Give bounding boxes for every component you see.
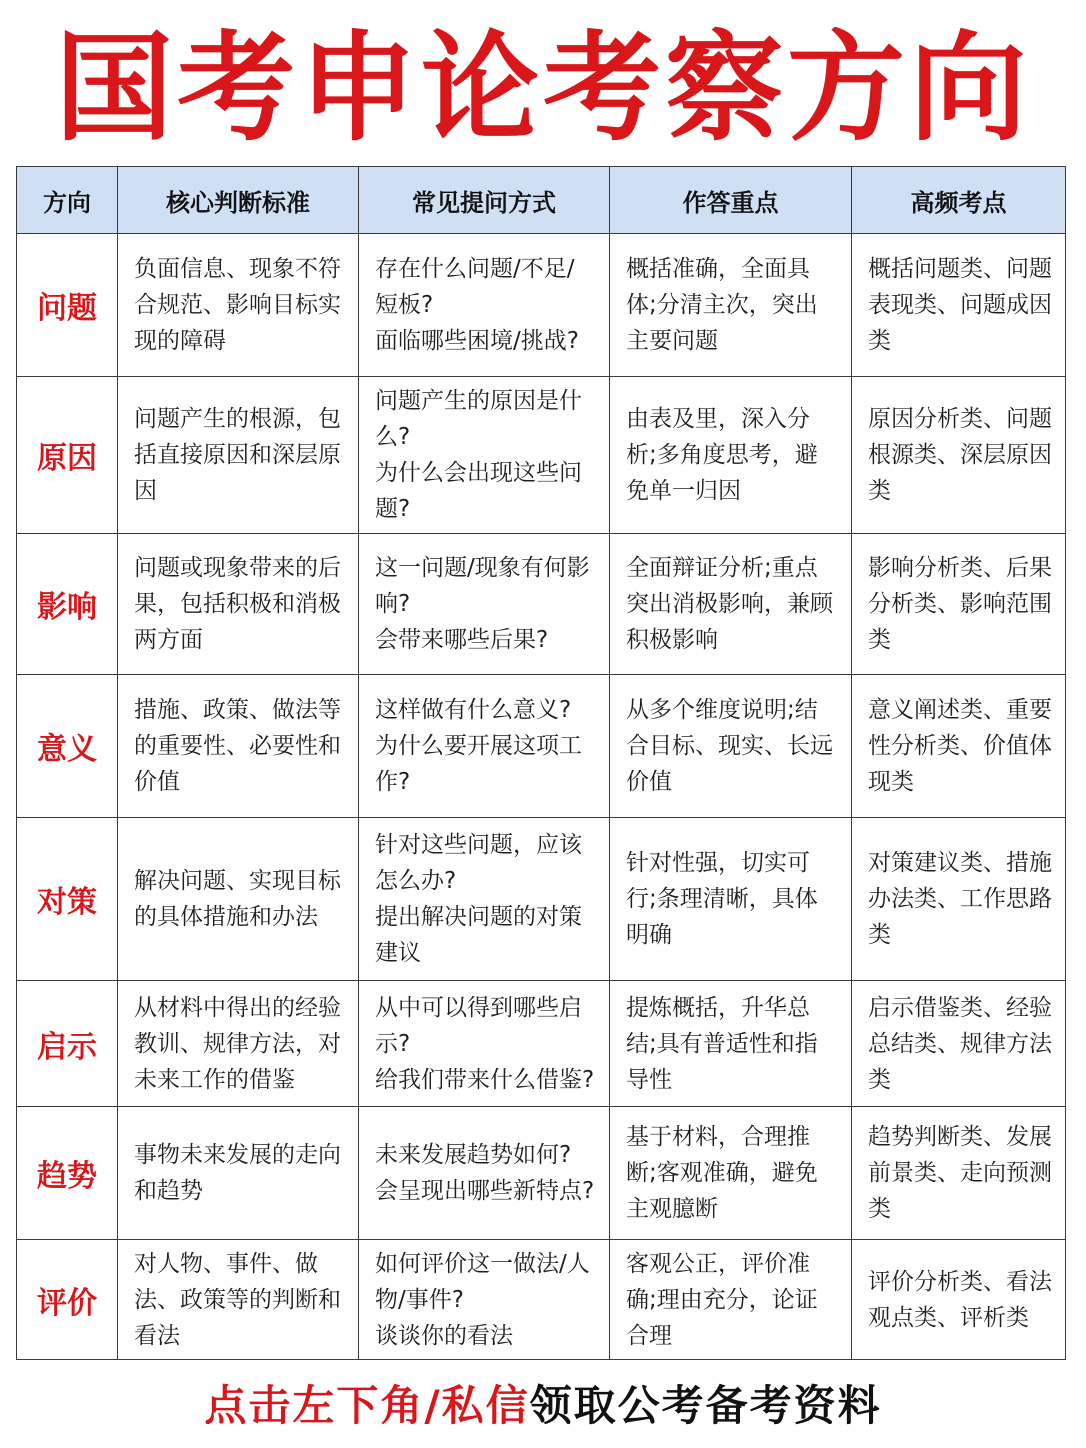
focus-text: 客观公正，评价准确;理由充分，论证合理 — [626, 1250, 818, 1349]
topics-text: 影响分析类、后果分析类、影响范围类 — [868, 555, 1052, 653]
questions-text: 这样做有什么意义? — [375, 697, 572, 723]
direction-cell: 问题 — [17, 234, 118, 377]
topics-cell — [852, 1107, 1066, 1240]
focus-cell — [610, 1107, 852, 1240]
focus-text: 针对性强，切实可行;条理清晰，具体明确 — [626, 850, 818, 948]
topics-cell — [852, 818, 1066, 981]
criteria-text: 措施、政策、做法等的重要性、必要性和价值 — [134, 697, 341, 795]
questions-cell — [359, 1107, 610, 1240]
questions-text: 为什么会出现这些问题? — [375, 460, 582, 522]
footer-banner — [0, 1376, 1086, 1436]
questions-text: 谈谈你的看法 — [375, 1322, 513, 1349]
header-criteria: 核心判断标准 — [118, 167, 359, 234]
questions-text: 针对这些问题，应该怎么办? — [375, 832, 582, 894]
focus-cell — [610, 818, 852, 981]
questions-text: 问题产生的原因是什么? — [375, 388, 582, 450]
questions-cell — [359, 675, 610, 818]
direction-cell: 对策 — [17, 818, 118, 981]
header-focus: 作答重点 — [610, 167, 852, 234]
criteria-cell — [118, 377, 359, 534]
questions-cell — [359, 981, 610, 1107]
criteria-cell — [118, 1240, 359, 1360]
table-row — [17, 1240, 1066, 1360]
criteria-text: 事物未来发展的走向和趋势 — [134, 1142, 341, 1204]
topics-cell — [852, 675, 1066, 818]
topics-cell — [852, 377, 1066, 534]
questions-text: 如何评价这一做法/人物/事件? — [375, 1250, 590, 1313]
footer-text: 领取公考备考资料 — [529, 1381, 882, 1430]
topics-cell — [852, 234, 1066, 377]
criteria-text: 负面信息、现象不符合规范、影响目标实现的障碍 — [134, 256, 341, 354]
topics-cell — [852, 981, 1066, 1107]
table-header-row — [17, 167, 1066, 234]
questions-text: 为什么要开展这项工作? — [375, 733, 582, 795]
topics-text: 趋势判断类、发展前景类、走向预测类 — [868, 1124, 1052, 1222]
direction-cell: 评价 — [17, 1240, 118, 1360]
questions-text: 给我们带来什么借鉴? — [375, 1066, 595, 1093]
table-row — [17, 981, 1066, 1107]
topics-cell — [852, 534, 1066, 675]
topics-text: 启示借鉴类、经验总结类、规律方法类 — [868, 994, 1052, 1093]
topics-text: 概括问题类、问题表现类、问题成因类 — [868, 256, 1052, 354]
focus-cell — [610, 1240, 852, 1360]
topics-text: 评价分析类、看法观点类、评析类 — [868, 1268, 1052, 1331]
questions-text: 提出解决问题的对策建议 — [375, 904, 582, 966]
questions-text: 从中可以得到哪些启示? — [375, 994, 582, 1057]
focus-text: 由表及里，深入分析;多角度思考，避免单一归因 — [626, 406, 818, 504]
focus-cell — [610, 234, 852, 377]
criteria-cell — [118, 981, 359, 1107]
questions-cell — [359, 234, 610, 377]
questions-text: 会呈现出哪些新特点? — [375, 1178, 595, 1204]
questions-text: 面临哪些困境/挑战? — [375, 328, 579, 354]
topics-text: 对策建议类、措施办法类、工作思路类 — [868, 850, 1052, 948]
criteria-cell — [118, 234, 359, 377]
criteria-text: 问题产生的根源，包括直接原因和深层原因 — [134, 406, 341, 504]
criteria-text: 解决问题、实现目标的具体措施和办法 — [134, 868, 341, 930]
focus-text: 概括准确，全面具体;分清主次，突出主要问题 — [626, 256, 818, 354]
table-row — [17, 377, 1066, 534]
questions-text: 这一问题/现象有何影响? — [375, 555, 590, 617]
table-row — [17, 1107, 1066, 1240]
topics-text: 原因分析类、问题根源类、深层原因类 — [868, 406, 1052, 504]
focus-text: 提炼概括，升华总结;具有普适性和指导性 — [626, 994, 818, 1093]
topics-cell — [852, 1240, 1066, 1360]
direction-cell: 启示 — [17, 981, 118, 1107]
exam-direction-table — [16, 166, 1066, 1360]
criteria-cell — [118, 1107, 359, 1240]
focus-cell — [610, 981, 852, 1107]
header-questions: 常见提问方式 — [359, 167, 610, 234]
criteria-cell — [118, 675, 359, 818]
focus-cell — [610, 534, 852, 675]
criteria-cell — [118, 534, 359, 675]
focus-cell — [610, 675, 852, 818]
focus-cell — [610, 377, 852, 534]
questions-cell — [359, 534, 610, 675]
topics-text: 意义阐述类、重要性分析类、价值体现类 — [868, 697, 1052, 795]
questions-cell — [359, 1240, 610, 1360]
criteria-cell — [118, 818, 359, 981]
focus-text: 基于材料，合理推断;客观准确，避免主观臆断 — [626, 1124, 818, 1222]
direction-cell: 影响 — [17, 534, 118, 675]
table-row — [17, 234, 1066, 377]
page-title: 国考申论考察方向 — [54, 19, 1031, 157]
header-direction: 方向 — [17, 167, 118, 234]
criteria-text: 问题或现象带来的后果，包括积极和消极两方面 — [134, 555, 341, 653]
questions-text: 会带来哪些后果? — [375, 627, 549, 653]
direction-cell: 原因 — [17, 377, 118, 534]
footer-highlight: 点击左下角/私信 — [204, 1381, 530, 1430]
questions-text: 存在什么问题/不足/短板? — [375, 256, 575, 318]
focus-text: 全面辩证分析;重点突出消极影响，兼顾积极影响 — [626, 555, 833, 653]
direction-cell: 意义 — [17, 675, 118, 818]
focus-text: 从多个维度说明;结合目标、现实、长远价值 — [626, 697, 833, 795]
table-row — [17, 675, 1066, 818]
questions-cell — [359, 818, 610, 981]
header-topics: 高频考点 — [852, 167, 1066, 234]
questions-text: 未来发展趋势如何? — [375, 1142, 572, 1168]
questions-cell — [359, 377, 610, 534]
table-row — [17, 534, 1066, 675]
criteria-text: 从材料中得出的经验教训、规律方法，对未来工作的借鉴 — [134, 994, 341, 1093]
table-row — [17, 818, 1066, 981]
direction-cell: 趋势 — [17, 1107, 118, 1240]
criteria-text: 对人物、事件、做法、政策等的判断和看法 — [134, 1250, 341, 1349]
